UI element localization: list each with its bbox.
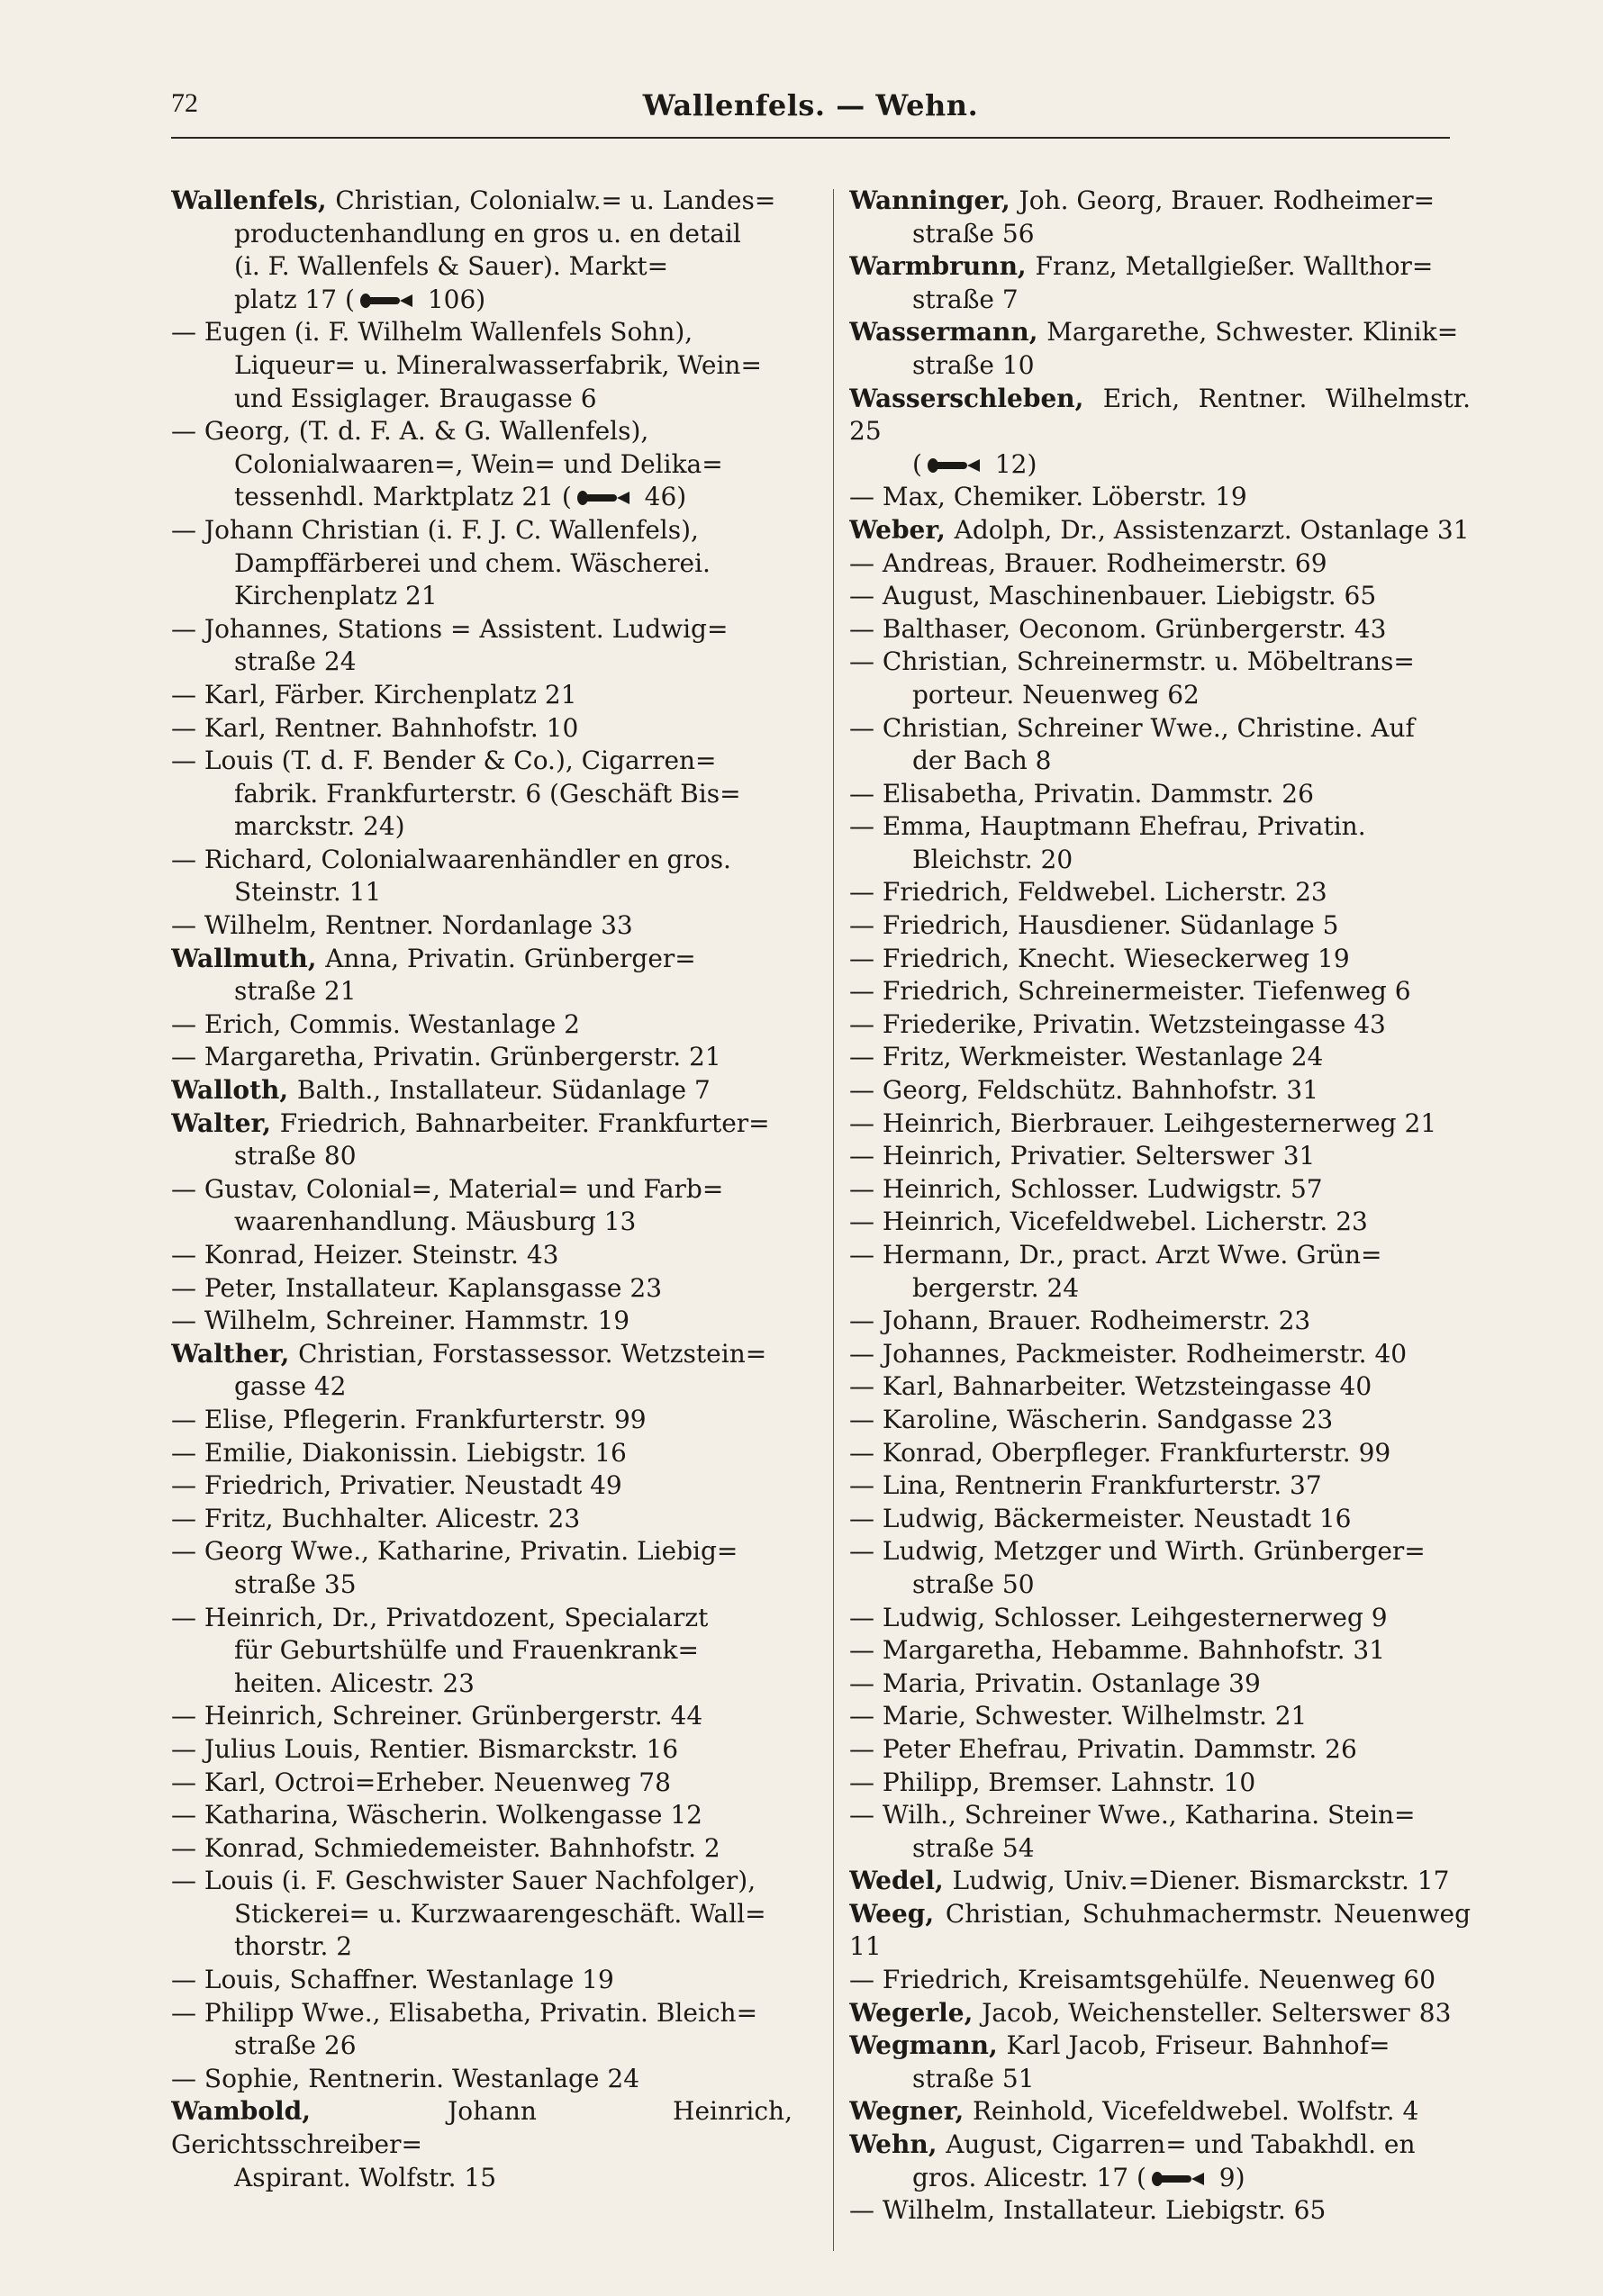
directory-entry [849, 1668, 1471, 1701]
entry-line: Walter, Friedrich, Bahnarbeiter. Frankfurter= [171, 1107, 770, 1138]
entry-line: — Friedrich, Hausdiener. Südanlage 5 [849, 910, 1339, 941]
entry-line: — Johann Christian (i. F. J. C. Wallenfels), [171, 514, 699, 545]
telephone-icon [575, 489, 633, 507]
directory-entry [171, 1305, 792, 1338]
directory-entry [849, 2194, 1471, 2228]
directory-entry [171, 1767, 792, 1800]
page-header [171, 83, 1450, 139]
entry-line: — Johannes, Packmeister. Rodheimerstr. 40 [849, 1338, 1408, 1369]
entry-line: straße 35 [234, 1568, 357, 1599]
surname: Wassermann, [849, 317, 1047, 348]
entry-line: und Essiglager. Braugasse 6 [234, 383, 597, 413]
directory-entry [849, 909, 1471, 943]
directory-entry [171, 1832, 792, 1866]
entry-line: — Friederike, Privatin. Wetzsteingasse 43 [849, 1008, 1386, 1039]
entry-line: — Wilhelm, Schreiner. Hammstr. 19 [171, 1306, 630, 1336]
page-number: 72 [171, 88, 198, 118]
entry-line: Bleichstr. 20 [912, 844, 1073, 874]
directory-entry [171, 1074, 792, 1107]
directory-entry [171, 1865, 792, 1964]
surname: Walloth, [171, 1075, 297, 1106]
directory-entry [849, 876, 1471, 909]
directory-entry [171, 1008, 792, 1042]
directory-entry [849, 250, 1471, 316]
entry-line: Weeg, Christian, Schuhmachermstr. Neuenweg 11 [849, 1898, 1471, 1962]
directory-entry [849, 514, 1471, 547]
entry-line: — Ludwig, Bäckermeister. Neustadt 16 [849, 1503, 1352, 1533]
entry-line: — Christian, Schreiner Wwe., Christine. Auf [849, 712, 1415, 743]
directory-entry [171, 844, 792, 909]
entry-line: straße 50 [912, 1568, 1035, 1599]
entry-line: Wanninger, Joh. Georg, Brauer. Rodheimer= [849, 185, 1435, 215]
entry-line: — Heinrich, Privatier. Selterswег 31 [849, 1141, 1316, 1171]
directory-entry [849, 1041, 1471, 1074]
entry-line: — Fritz, Werkmeister. Westanlage 24 [849, 1042, 1324, 1072]
entry-line: Wegerle, Jacob, Weichensteller. Selterswег 83 [849, 1997, 1452, 2028]
surname: Wambold, [171, 2096, 448, 2127]
entry-line: — Emilie, Diakonissin. Liebigstr. 16 [171, 1437, 627, 1468]
directory-entry [849, 613, 1471, 646]
directory-entry [849, 481, 1471, 514]
directory-entry [849, 1469, 1471, 1503]
directory-entry [171, 1404, 792, 1437]
entry-line: — Johann, Brauer. Rodheimerstr. 23 [849, 1306, 1311, 1336]
entry-line: straße 26 [234, 2030, 357, 2061]
entry-line: — Christian, Schreinermstr. u. Möbeltrans= [849, 646, 1415, 677]
directory-entry [171, 1733, 792, 1767]
directory-entry [849, 778, 1471, 811]
entry-line: — Karoline, Wäscherin. Sandgasse 23 [849, 1404, 1334, 1434]
directory-entry [171, 415, 792, 514]
entry-line: — Philipp, Bremser. Lahnstr. 10 [849, 1767, 1256, 1797]
entry-line: — Georg, (T. d. F. A. & G. Wallenfels), [171, 416, 649, 447]
directory-entry [849, 1700, 1471, 1733]
directory-entry [849, 1997, 1471, 2030]
directory-entry [171, 1239, 792, 1272]
entry-line: — Margaretha, Privatin. Grünbergerstr. 21 [171, 1042, 721, 1072]
entry-line: straße 51 [912, 2063, 1035, 2093]
directory-entry [849, 316, 1471, 382]
entry-line: — Johannes, Stations = Assistent. Ludwig= [171, 613, 729, 644]
entry-line: productenhandlung en gros u. en detail [234, 218, 741, 249]
entry-line: fabrik. Frankfurterstr. 6 (Geschäft Bis= [234, 778, 741, 809]
entry-line: — Ludwig, Metzger und Wirth. Grünberger= [849, 1536, 1426, 1567]
entry-line: Kirchenplatz 21 [234, 581, 438, 611]
entry-line: — Emma, Hauptmann Ehefrau, Privatin. [849, 811, 1366, 842]
entry-line: Wassermann, Margarethe, Schwester. Klinik= [849, 317, 1459, 348]
surname: Wanninger, [849, 185, 1019, 215]
entry-line: — Max, Chemiker. Löberstr. 19 [849, 482, 1247, 512]
entry-line: Weber, Adolph, Dr., Assistenzarzt. Ostanlage 31 [849, 514, 1470, 545]
entry-line: bergerstr. 24 [912, 1272, 1080, 1303]
surname: Wedel, [849, 1866, 953, 1896]
entry-line: der Bach 8 [912, 746, 1052, 776]
directory-entry [171, 1107, 792, 1173]
directory-entry [171, 1503, 792, 1536]
entry-line: heiten. Alicestr. 23 [234, 1668, 475, 1698]
entry-line: Liqueur= u. Mineralwasserfabrik, Wein= [234, 349, 762, 380]
directory-entry [171, 185, 792, 316]
directory-entry [849, 1140, 1471, 1173]
entry-line: — Elise, Pflegerin. Frankfurterstr. 99 [171, 1404, 647, 1434]
entry-line: Walther, Christian, Forstassessor. Wetzstein= [171, 1338, 767, 1369]
directory-entry [849, 1404, 1471, 1437]
entry-line: Dampffärberei und chem. Wäscherei. [234, 547, 711, 578]
entry-line: marckstr. 24) [234, 811, 405, 842]
directory-entry [171, 1173, 792, 1239]
entry-line: — Gustav, Colonial=, Material= und Farb= [171, 1173, 724, 1204]
entry-line: — Friedrich, Feldwebel. Licherstr. 23 [849, 877, 1327, 908]
entry-line: Wallenfels, Christian, Colonialw.= u. Landes= [171, 185, 776, 215]
directory-entry [171, 1338, 792, 1404]
entry-line: Steinstr. 11 [234, 877, 382, 908]
entry-line: ( 12) [912, 448, 1037, 479]
entry-line: Warmbrunn, Franz, Metallgießer. Wallthor= [849, 251, 1434, 282]
entry-line: — Lina, Rentnerin Frankfurterstr. 37 [849, 1470, 1322, 1501]
telephone-icon [926, 456, 983, 475]
entry-line: — Karl, Färber. Kirchenplatz 21 [171, 679, 577, 710]
entry-line: — Heinrich, Schreiner. Grünbergerstr. 44 [171, 1701, 703, 1731]
entry-line: straße 80 [234, 1141, 357, 1171]
directory-entry [171, 679, 792, 712]
directory-entry [171, 2095, 792, 2194]
entry-line: — Elisabetha, Privatin. Dammstr. 26 [849, 778, 1314, 809]
directory-entry [171, 514, 792, 613]
entry-line: straße 54 [912, 1832, 1035, 1863]
entry-line: — Maria, Privatin. Ostanlage 39 [849, 1668, 1261, 1698]
entry-line: gasse 42 [234, 1371, 347, 1402]
entry-line: Walloth, Balth., Installateur. Südanlage 7 [171, 1075, 711, 1106]
directory-entry [849, 2129, 1471, 2194]
directory-entry [849, 1074, 1471, 1107]
entry-line: Wegner, Reinhold, Vicefeldwebel. Wolfstr. 4 [849, 2096, 1419, 2127]
left-column [171, 185, 792, 2264]
telephone-icon [358, 292, 416, 310]
directory-entry [849, 1733, 1471, 1767]
directory-entry [849, 1964, 1471, 1997]
entry-line: — Peter, Installateur. Kaplansgasse 23 [171, 1272, 663, 1303]
directory-entry [849, 185, 1471, 250]
directory-entry [171, 745, 792, 844]
directory-entry [171, 943, 792, 1008]
directory-entry [171, 1964, 792, 1997]
directory-entry [849, 1898, 1471, 1964]
directory-entry [849, 1305, 1471, 1338]
directory-entry [171, 1602, 792, 1701]
entry-line: waarenhandlung. Mäusburg 13 [234, 1207, 637, 1237]
entry-line: Wallmuth, Anna, Privatin. Grünberger= [171, 943, 696, 973]
directory-entry [849, 975, 1471, 1008]
directory-entry [849, 1602, 1471, 1635]
entry-line: — Andreas, Brauer. Rodheimerstr. 69 [849, 547, 1327, 578]
entry-line: — Philipp Wwe., Elisabetha, Privatin. Bleich= [171, 1997, 758, 2028]
entry-line: — Ludwig, Schlosser. Leihgesternerweg 9 [849, 1602, 1388, 1632]
entry-line: Aspirant. Wolfstr. 15 [234, 2162, 497, 2192]
entry-line: — Marie, Schwester. Wilhelmstr. 21 [849, 1701, 1308, 1731]
entry-line: thorstr. 2 [234, 1931, 353, 1962]
entry-line: Wedel, Ludwig, Univ.=Diener. Bismarckstr. 17 [849, 1866, 1450, 1896]
entry-line: — Fritz, Buchhalter. Alicestr. 23 [171, 1503, 581, 1533]
directory-entry [849, 646, 1471, 711]
surname: Wasserschleben, [849, 383, 1103, 413]
entry-line: gros. Alicestr. 17 ( 9) [912, 2162, 1245, 2192]
directory-entry [849, 2029, 1471, 2095]
surname: Wallenfels, [171, 185, 336, 215]
entry-line: — Margaretha, Hebamme. Bahnhofstr. 31 [849, 1635, 1386, 1666]
directory-entry [849, 712, 1471, 778]
entry-line: (i. F. Wallenfels & Sauer). Markt= [234, 251, 669, 282]
directory-entry [849, 1107, 1471, 1141]
directory-entry [849, 1535, 1471, 1601]
entry-line: platz 17 ( 106) [234, 284, 486, 314]
directory-entry [171, 1272, 792, 1306]
entry-line: straße 56 [912, 218, 1035, 249]
entry-line: — Sophie, Rentnerin. Westanlage 24 [171, 2063, 640, 2093]
telephone-icon [1150, 2170, 1208, 2188]
entry-line: — Konrad, Heizer. Steinstr. 43 [171, 1240, 559, 1270]
directory-entry [849, 1503, 1471, 1536]
entry-line: — Karl, Rentner. Bahnhofstr. 10 [171, 712, 579, 743]
directory-entry [171, 613, 792, 679]
entry-line: — Katharina, Wäscherin. Wolkengasse 12 [171, 1800, 702, 1830]
directory-entry [171, 1799, 792, 1832]
entry-line: — Hermann, Dr., pract. Arzt Wwe. Grün= [849, 1240, 1382, 1270]
running-head: Wallenfels. — Wehn. [642, 88, 979, 122]
entry-line: Wambold, Johann Heinrich, Gerichtsschreiber= [171, 2096, 792, 2160]
entry-line: — Heinrich, Schlosser. Ludwigstr. 57 [849, 1173, 1323, 1204]
directory-entry [849, 1173, 1471, 1207]
directory-entry [849, 1338, 1471, 1371]
entry-line: — Eugen (i. F. Wilhelm Wallenfels Sohn), [171, 317, 693, 348]
entry-line: — Heinrich, Dr., Privatdozent, Specialarzt [171, 1602, 709, 1632]
directory-entry [171, 909, 792, 943]
entry-line: — Wilhelm, Installateur. Liebigstr. 65 [849, 2195, 1327, 2226]
directory-entry [849, 1799, 1471, 1865]
entry-line: — Wilhelm, Rentner. Nordanlage 33 [171, 910, 633, 941]
directory-entry [849, 1206, 1471, 1239]
entry-line: — Louis, Schaffner. Westanlage 19 [171, 1965, 614, 1995]
surname: Weber, [849, 514, 955, 545]
directory-entry [171, 316, 792, 415]
directory-entry [849, 1008, 1471, 1042]
entry-line: — Erich, Commis. Westanlage 2 [171, 1008, 580, 1039]
entry-line: — Peter Ehefrau, Privatin. Dammstr. 26 [849, 1733, 1357, 1764]
directory-entry [171, 1437, 792, 1470]
directory-entry [849, 2095, 1471, 2129]
entry-line: — Friedrich, Schreinermeister. Tiefenweg 6 [849, 976, 1411, 1007]
entry-line: Stickerei= u. Kurzwaarengeschäft. Wall= [234, 1898, 766, 1929]
entry-line: straße 24 [234, 646, 357, 677]
entry-line: — Heinrich, Bierbrauer. Leihgesternerweg 21 [849, 1107, 1437, 1138]
directory-entry [849, 1767, 1471, 1800]
directory-entry [849, 943, 1471, 976]
entry-line: — Richard, Colonialwaarenhändler en gros. [171, 844, 731, 874]
surname: Walther, [171, 1338, 299, 1369]
entry-line: — Julius Louis, Rentier. Bismarckstr. 16 [171, 1733, 679, 1764]
surname: Weeg, [849, 1898, 946, 1929]
surname: Wallmuth, [171, 943, 326, 973]
directory-entry [849, 1865, 1471, 1898]
directory-entry [849, 1370, 1471, 1404]
directory-entry [849, 547, 1471, 581]
entry-line: Colonialwaaren=, Wein= und Delika= [234, 448, 723, 479]
entry-line: — Georg Wwe., Katharine, Privatin. Liebig= [171, 1536, 738, 1567]
entry-line: für Geburtshülfe und Frauenkrank= [234, 1635, 699, 1666]
entry-line: — Karl, Octroi=Erheber. Neuenweg 78 [171, 1767, 671, 1797]
directory-entry [171, 1700, 792, 1733]
right-column [849, 185, 1471, 2264]
entry-line: — Karl, Bahnarbeiter. Wetzsteingasse 40 [849, 1371, 1372, 1402]
surname: Warmbrunn, [849, 251, 1036, 282]
column-divider [833, 189, 834, 2251]
directory-entry [171, 2063, 792, 2096]
entry-line: Wegmann, Karl Jacob, Friseur. Bahnhof= [849, 2030, 1390, 2061]
entry-line: porteur. Neuenweg 62 [912, 679, 1200, 710]
entry-line: — August, Maschinenbauer. Liebigstr. 65 [849, 581, 1377, 611]
entry-line: — Wilh., Schreiner Wwe., Katharina. Stein= [849, 1800, 1416, 1830]
entry-line: — Friedrich, Knecht. Wieseckerweg 19 [849, 943, 1350, 973]
entry-line: — Friedrich, Kreisamtsgehülfe. Neuenweg 60 [849, 1965, 1436, 1995]
entry-line: straße 7 [912, 284, 1019, 314]
entry-line: — Friedrich, Privatier. Neustadt 49 [171, 1470, 622, 1501]
surname: Walter, [171, 1107, 280, 1138]
entry-line: — Georg, Feldschütz. Bahnhofstr. 31 [849, 1075, 1319, 1106]
directory-entry [849, 383, 1471, 482]
entry-line: Wasserschleben, Erich, Rentner. Wilhelmstr. 25 [849, 383, 1471, 447]
directory-entry [849, 1437, 1471, 1470]
entry-line: — Konrad, Oberpfleger. Frankfurterstr. 99 [849, 1437, 1391, 1468]
surname: Wegmann, [849, 2030, 1007, 2061]
entry-line: Wehn, August, Cigarren= und Tabakhdl. en [849, 2129, 1416, 2160]
directory-entry [171, 1535, 792, 1601]
surname: Wehn, [849, 2129, 946, 2160]
entry-line: — Balthaser, Oeconom. Grünbergerstr. 43 [849, 613, 1387, 644]
directory-entry [171, 1469, 792, 1503]
surname: Wegner, [849, 2096, 973, 2127]
directory-entry [849, 1634, 1471, 1668]
entry-line: — Louis (T. d. F. Bender & Co.), Cigarren= [171, 746, 717, 776]
entry-line: — Konrad, Schmiedemeister. Bahnhofstr. 2 [171, 1832, 720, 1863]
directory-entry [171, 1997, 792, 2063]
directory-entry [171, 712, 792, 746]
entry-line: — Heinrich, Vicefeldwebel. Licherstr. 23 [849, 1207, 1368, 1237]
entry-line: tessenhdl. Marktplatz 21 ( 46) [234, 482, 687, 512]
directory-entry [171, 1041, 792, 1074]
entry-line: — Louis (i. F. Geschwister Sauer Nachfolger), [171, 1866, 756, 1896]
directory-entry [849, 1239, 1471, 1305]
surname: Wegerle, [849, 1997, 983, 2028]
entry-line: straße 21 [234, 976, 357, 1007]
entry-line: straße 10 [912, 349, 1035, 380]
directory-entry [849, 810, 1471, 876]
directory-entry [849, 580, 1471, 613]
